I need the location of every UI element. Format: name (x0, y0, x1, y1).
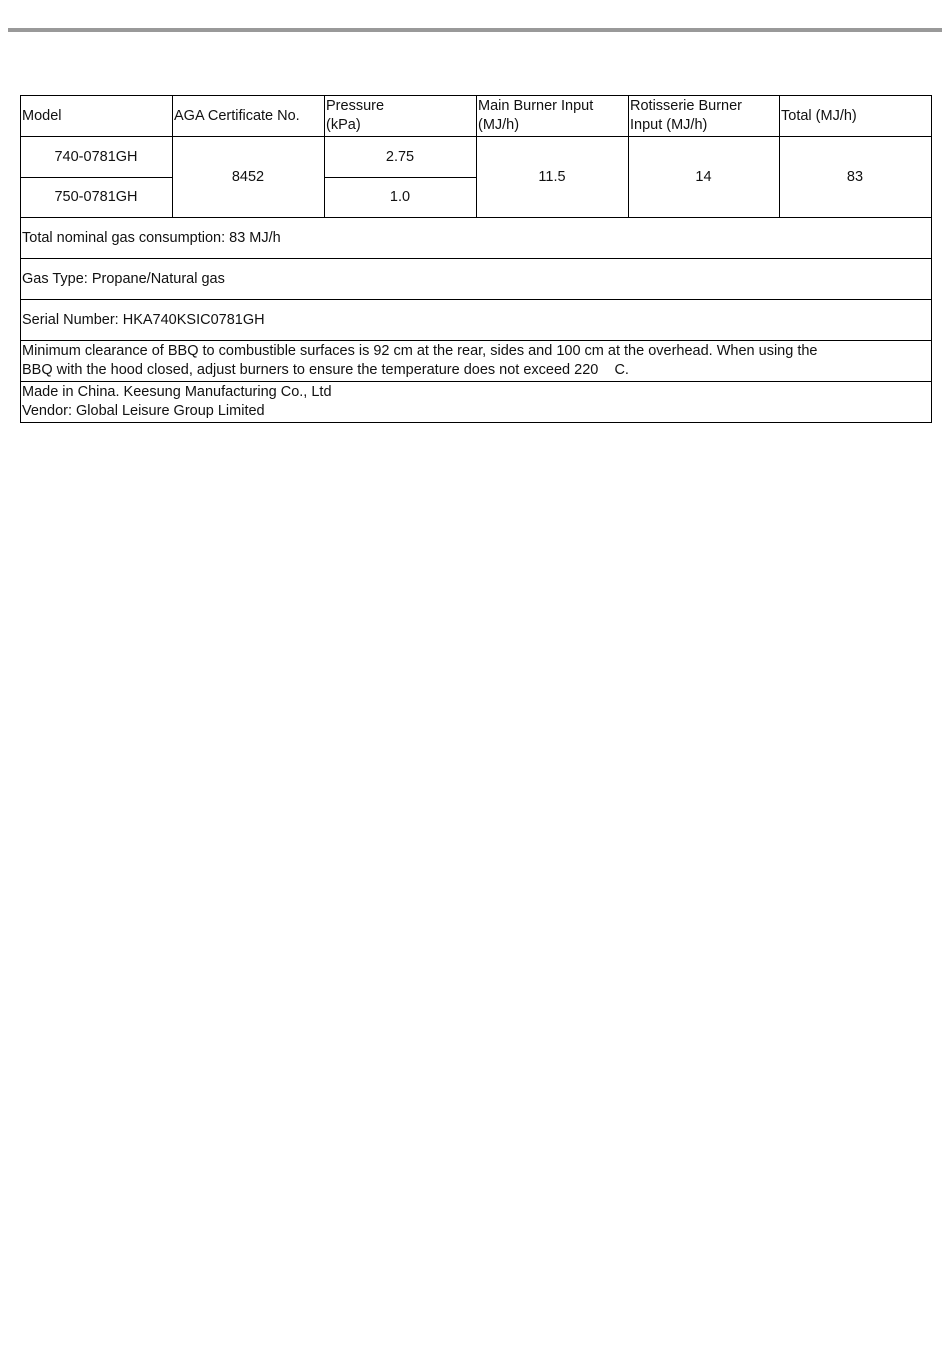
total-consumption-cell: Total nominal gas consumption: 83 MJ/h (21, 218, 932, 259)
table-row (21, 382, 932, 423)
header-model: Model (21, 96, 173, 137)
table-row (21, 300, 932, 341)
header-rotis-line1: Rotisserie Burner (630, 98, 743, 114)
header-aga-certificate: AGA Certificate No. (173, 96, 325, 137)
gas-type-cell: Gas Type: Propane/Natural gas (21, 259, 932, 300)
table-row (21, 137, 932, 178)
pressure-cell: 2.75 (325, 137, 477, 178)
top-divider (8, 28, 942, 32)
header-pressure-line1: Pressure (326, 98, 385, 114)
total-cell: 83 (780, 137, 932, 218)
header-pressure (325, 96, 477, 137)
header-total: Total (MJ/h) (780, 96, 932, 137)
table-row (21, 341, 932, 382)
manufacturer-cell (21, 382, 932, 423)
spec-table (20, 95, 932, 423)
clearance-line1: Minimum clearance of BBQ to combustible surfaces is 92 cm at the rear, sides and 100 cm at the overhead. When using the (22, 343, 818, 359)
header-main-line1: Main Burner Input (478, 98, 594, 114)
model-cell: 750-0781GH (21, 178, 173, 218)
clearance-cell (21, 341, 932, 382)
header-rotisserie (629, 96, 780, 137)
model-cell: 740-0781GH (21, 137, 173, 178)
table-row (21, 218, 932, 259)
pressure-cell: 1.0 (325, 178, 477, 218)
header-main-line2: (MJ/h) (478, 117, 520, 133)
header-pressure-line2: (kPa) (326, 117, 361, 133)
rotisserie-cell: 14 (629, 137, 780, 218)
table-row (21, 259, 932, 300)
serial-number-cell: Serial Number: HKA740KSIC0781GH (21, 300, 932, 341)
vendor-text: Vendor: Global Leisure Group Limited (22, 403, 265, 419)
aga-cert-cell: 8452 (173, 137, 325, 218)
made-in-text: Made in China. Keesung Manufacturing Co., Ltd (22, 384, 332, 400)
clearance-line2: BBQ with the hood closed, adjust burners to ensure the temperature does not exceed 220 C. (22, 362, 629, 378)
table-header-row (21, 96, 932, 137)
header-main-burner (477, 96, 629, 137)
main-burner-cell: 11.5 (477, 137, 629, 218)
header-rotis-line2: Input (MJ/h) (630, 117, 708, 133)
